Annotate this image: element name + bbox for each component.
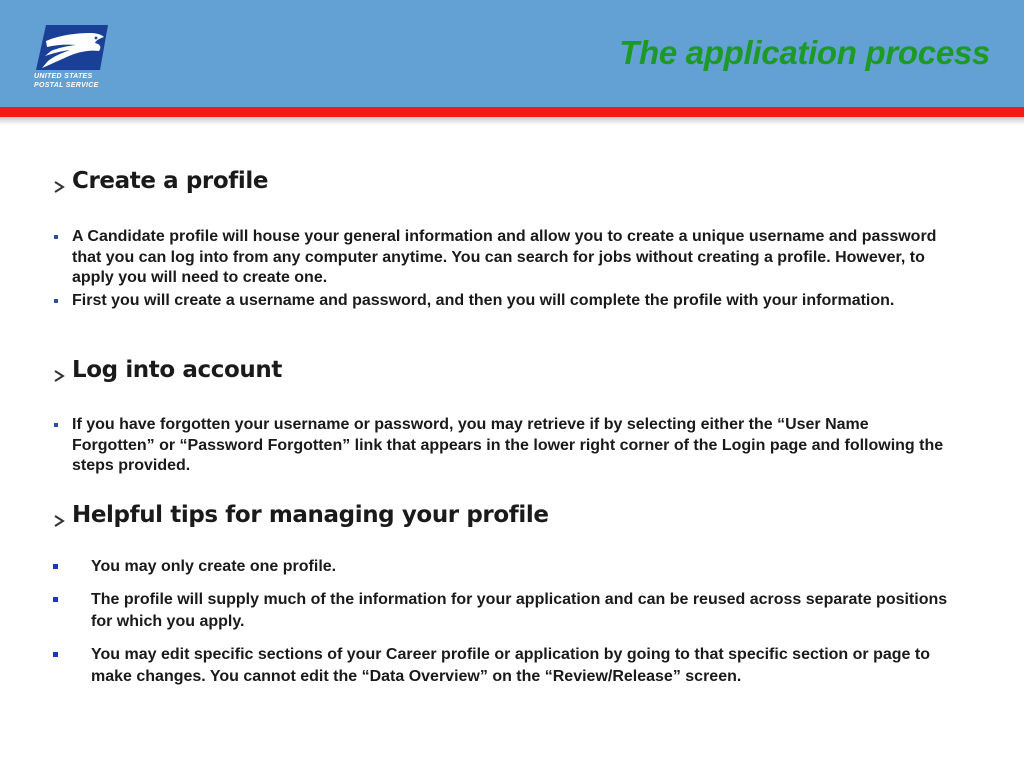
list-item: [52, 644, 952, 688]
section-title: Create a profile: [72, 168, 269, 194]
section-log-in: [52, 357, 952, 477]
section-helpful-tips: [52, 502, 952, 688]
page-title: The application process: [619, 34, 990, 71]
bullet-text: The profile will supply much of the information for your application and can be reused across separate positions for which you apply.: [91, 591, 948, 630]
arrow-bullet-icon: [52, 514, 66, 528]
section-create-profile: [52, 168, 952, 311]
list-item: [52, 291, 952, 312]
bullet-text: You may only create one profile.: [91, 558, 337, 575]
section-title: Helpful tips for managing your profile: [72, 502, 549, 528]
bullet-text: If you have forgotten your username or password, you may retrieve if by selecting either the “User Name Forgotten” or “Password Forgotten” link that appears in the lower right corner of the Login page and following the steps provided.: [72, 416, 944, 475]
section-heading: [52, 357, 952, 391]
bullet-text: First you will create a username and password, and then you will complete the profile with your information.: [72, 291, 895, 309]
list-item: [52, 556, 952, 578]
bullet-text: A Candidate profile will house your general information and allow you to create a unique username and password that you can log into from any computer anytime. You can search for jobs without creating a profile. However, to apply you will need to create one.: [72, 228, 937, 287]
square-bullet-icon: [54, 299, 58, 303]
list-item: [52, 415, 952, 477]
section-heading: [52, 168, 952, 202]
bullet-list: [52, 227, 952, 311]
section-heading: [52, 502, 952, 536]
square-bullet-icon: [53, 597, 58, 602]
square-bullet-icon: [54, 423, 58, 427]
square-bullet-icon: [53, 564, 58, 569]
logo-line-1: UNITED STATES: [34, 73, 93, 80]
bullet-list: [52, 415, 952, 477]
section-title: Log into account: [72, 357, 282, 383]
square-bullet-icon: [54, 235, 58, 239]
bullet-list: [52, 556, 952, 688]
list-item: [52, 227, 952, 289]
logo-line-2: POSTAL SERVICE: [34, 82, 99, 89]
square-bullet-icon: [53, 652, 58, 657]
arrow-bullet-icon: [52, 180, 66, 194]
bullet-text: You may edit specific sections of your Career profile or application by going to that specific section or page to make changes. You cannot edit the “Data Overview” on the “Review/Release” screen.: [91, 646, 930, 685]
list-item: [52, 589, 952, 633]
arrow-bullet-icon: [52, 369, 66, 383]
